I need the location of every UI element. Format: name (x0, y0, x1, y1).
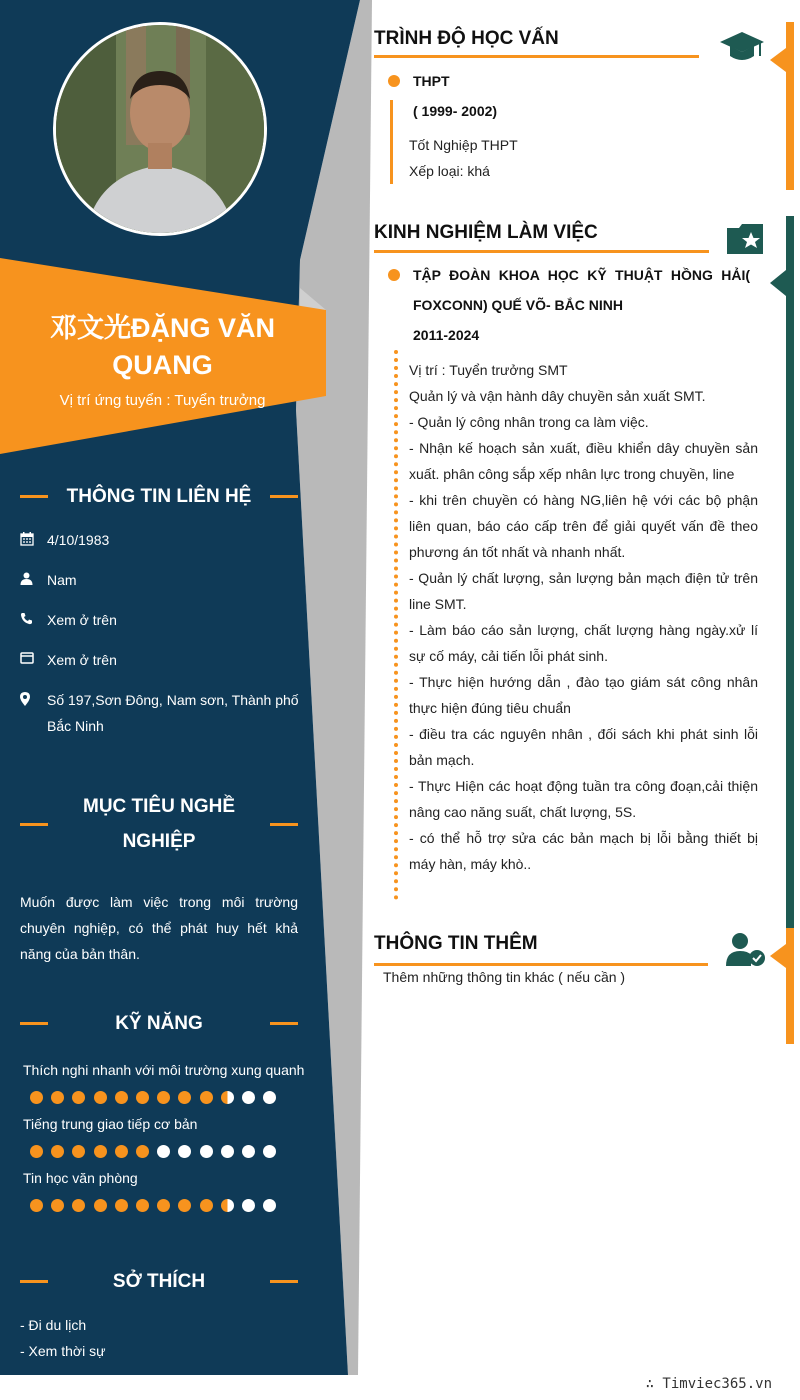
heading-dash (20, 1280, 48, 1283)
skill-label: Tin học văn phòng (23, 1170, 138, 1186)
map-marker-icon (20, 687, 47, 739)
heading-underline (374, 250, 709, 253)
rating-dot (136, 1145, 149, 1158)
rating-dot (157, 1199, 170, 1212)
timeline-bullet (388, 75, 400, 87)
graduation-cap-icon (720, 30, 764, 69)
contact-email (20, 647, 300, 673)
rating-dot (178, 1199, 191, 1212)
rating-dot (51, 1145, 64, 1158)
rating-dot (30, 1199, 43, 1212)
skill-label: Tiếng trung giao tiếp cơ bản (23, 1116, 198, 1132)
job-line: - Làm báo cáo sản lượng, chất lượng hàng ngày.xử lí sự cố máy, cải tiến lỗi phát sinh. (409, 622, 758, 664)
rating-dot (136, 1091, 149, 1104)
user-check-icon (726, 932, 766, 973)
rating-dot (115, 1145, 128, 1158)
rating-dot (221, 1145, 234, 1158)
job-line: - điều tra các nguyên nhân , đối sách khi phát sinh lỗi bản mạch. (409, 726, 758, 768)
gender-value: Nam (47, 572, 77, 588)
rating-dot (157, 1091, 170, 1104)
job-line: - Nhận kế hoạch sản xuất, điều khiển dây chuyền sản xuất. phân công sắp xếp nhân lực trong chuyền, line (409, 440, 758, 482)
objective-heading (20, 789, 298, 859)
experience-title: KINH NGHIỆM LÀM VIỆC (374, 222, 598, 243)
rating-dot (221, 1091, 234, 1104)
job-line: - khi trên chuyền có hàng NG,liên hệ với các bộ phận liên quan, báo cáo cấp trên để giải quyết vấn đề theo phương án tốt nhất và nhanh nhất. (409, 492, 758, 560)
heading-dash (270, 1280, 298, 1283)
profile-photo (53, 22, 267, 236)
rating-dot (263, 1199, 276, 1212)
address-line-1: Số 197,Sơn Đông, Nam sơn, Thành phố (47, 692, 299, 708)
rating-dot (94, 1145, 107, 1158)
applied-position: Vị trí ứng tuyển : Tuyển trưởng (59, 392, 266, 409)
skills-heading (20, 1006, 298, 1041)
rating-dot (178, 1145, 191, 1158)
footer-brand: ∴ Timviec365.vn (645, 1376, 772, 1392)
rating-dot (157, 1145, 170, 1158)
education-grade: Xếp loại: khá (409, 163, 490, 179)
contact-birthday (20, 527, 300, 553)
skill-rating (30, 1091, 276, 1104)
job-line: Quản lý và vận hành dây chuyền sản xuất SMT. (409, 388, 706, 404)
rating-dot (94, 1199, 107, 1212)
rating-dot (30, 1091, 43, 1104)
skill-rating (30, 1199, 276, 1212)
company-line-2: FOXCONN) QUẾ VÕ- BẮC NINH (413, 297, 623, 313)
rating-dot (242, 1091, 255, 1104)
timeline-bullet (388, 269, 400, 281)
user-icon (20, 567, 47, 593)
briefcase-star-icon (725, 222, 765, 261)
objective-title (48, 789, 270, 859)
rating-dot (51, 1199, 64, 1212)
rating-dot (115, 1091, 128, 1104)
rating-dot (200, 1091, 213, 1104)
heading-underline (374, 963, 708, 966)
candidate-name: 邓文光ĐẶNG VĂN QUANG (49, 313, 275, 380)
heading-dash (20, 1022, 48, 1025)
rating-dot (72, 1199, 85, 1212)
job-line: - Quản lý công nhân trong ca làm việc. (409, 414, 649, 430)
phone-icon (20, 607, 47, 633)
experience-period: 2011-2024 (413, 327, 480, 343)
heading-underline (374, 55, 699, 58)
address-line-2: Bắc Ninh (47, 718, 104, 734)
contact-phone (20, 607, 300, 633)
rating-dot (51, 1091, 64, 1104)
heading-dash (270, 1022, 298, 1025)
skill-rating (30, 1145, 276, 1158)
rating-dot (200, 1145, 213, 1158)
education-school: THPT (413, 73, 450, 89)
additional-text: Thêm những thông tin khác ( nếu cần ) (383, 969, 626, 985)
skills-title: KỸ NĂNG (115, 1013, 203, 1034)
phone-value: Xem ở trên (47, 612, 117, 628)
job-line: - có thể hỗ trợ sửa các bản mạch bị lỗi bằng thiết bị máy hàn, máy khò.. (409, 830, 758, 872)
heading-dash (20, 823, 48, 826)
objective-text: Muốn được làm việc trong môi trường chuyên nghiệp, có thể phát huy hết khả năng của bản thân. (20, 894, 298, 962)
hobby-item: - Đi du lịch (20, 1317, 87, 1333)
hobby-item: - Xem thời sự (20, 1343, 106, 1359)
heading-dash (270, 495, 298, 498)
contact-address (20, 687, 300, 739)
rating-dot (72, 1145, 85, 1158)
rating-dot (221, 1199, 234, 1212)
rating-dot (136, 1199, 149, 1212)
company-line-1: TẬP ĐOÀN KHOA HỌC KỸ THUẬT HỒNG HẢI( (413, 267, 750, 283)
objective-title-line-1: MỤC TIÊU NGHỀ (83, 796, 235, 817)
calendar-icon (20, 527, 47, 553)
rating-dot (115, 1199, 128, 1212)
job-line: - Thực hiện hướng dẫn , đào tạo giám sát công nhân thực hiện đúng tiêu chuẩn (409, 674, 758, 716)
rating-dot (30, 1145, 43, 1158)
contact-title: THÔNG TIN LIÊN HỆ (66, 486, 252, 507)
rating-dot (263, 1145, 276, 1158)
heading-dash (20, 495, 48, 498)
heading-dash (270, 823, 298, 826)
education-years: ( 1999- 2002) (413, 103, 498, 119)
rating-dot (242, 1199, 255, 1212)
skill-label: Thích nghi nhanh với môi trường xung quanh (23, 1062, 305, 1078)
hobbies-title: SỞ THÍCH (112, 1271, 206, 1292)
education-degree: Tốt Nghiệp THPT (409, 137, 518, 153)
birthday-value: 4/10/1983 (47, 532, 110, 548)
contact-gender (20, 567, 300, 593)
objective-title-line-2: NGHIỆP (122, 831, 196, 852)
timeline-line (390, 100, 393, 184)
hobbies-heading (20, 1264, 298, 1299)
job-line: Vị trí : Tuyển trưởng SMT (409, 362, 568, 378)
email-value: Xem ở trên (47, 652, 117, 668)
additional-title: THÔNG TIN THÊM (374, 933, 538, 954)
rating-dot (94, 1091, 107, 1104)
education-title: TRÌNH ĐỘ HỌC VẤN (374, 28, 559, 49)
job-description (409, 357, 758, 877)
address-value (47, 687, 299, 739)
job-line: - Quản lý chất lượng, sản lượng bản mạch điện tử trên line SMT. (409, 570, 758, 612)
rating-dot (178, 1091, 191, 1104)
rating-dot (200, 1199, 213, 1212)
rating-dot (72, 1091, 85, 1104)
timeline-dotted-line (394, 350, 398, 900)
rating-dot (263, 1091, 276, 1104)
contact-heading (20, 479, 298, 514)
job-line: - Thực Hiện các hoạt động tuần tra công đoạn,cải thiện nâng cao năng suất, chất lượng, 5S. (409, 778, 758, 820)
envelope-icon (20, 647, 47, 673)
rating-dot (242, 1145, 255, 1158)
